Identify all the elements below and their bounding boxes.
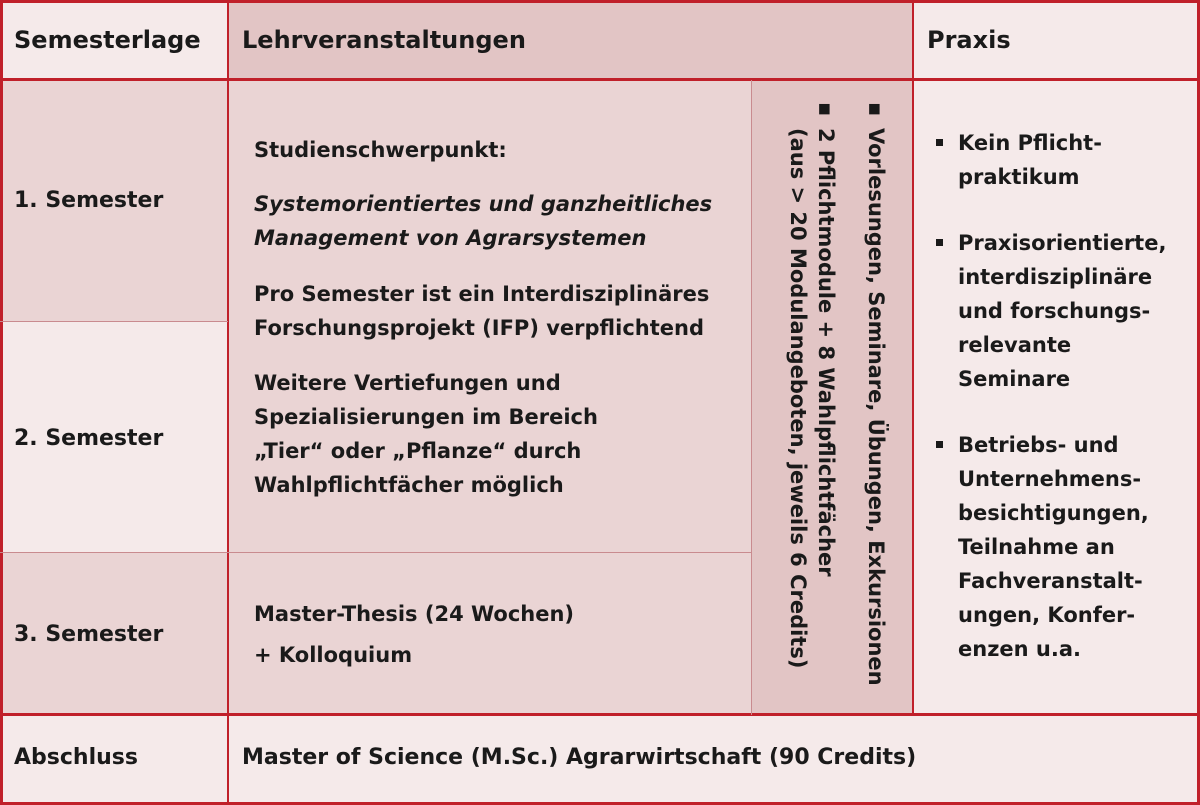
header-cell-semesterlage — [0, 0, 228, 80]
semester-3-label: 3. Semester — [14, 622, 164, 647]
formats-bullet1-row — [862, 102, 890, 686]
footer-value-cell — [228, 715, 1200, 805]
praxis-item-text: Kein Pflicht- praktikum — [958, 131, 1102, 189]
border-header — [0, 78, 1200, 81]
schwerpunkt-line2: Management von Agrarsystemen — [254, 226, 647, 250]
vertiefung-line4: Wahlpflichtfächer möglich — [254, 473, 564, 497]
formats-bullet2-cont: (aus > 20 Modulangeboten, jeweils 6 Credits) — [786, 128, 810, 669]
vertiefung-line3: „Tier“ oder „Pflanze“ durch — [254, 439, 582, 463]
praxis-item-text: Betriebs- und Unternehmens- besichtigungen, Teilnahme an Fachveranstalt- ungen, Konfer- enzen u.a. — [958, 433, 1149, 661]
schwerpunkt-label: Studienschwerpunkt: — [254, 138, 507, 162]
ifp-line1: Pro Semester ist ein Interdisziplinäres — [254, 282, 710, 306]
formats-bullet2: 2 Pflichtmodule + 8 Wahlpflichtfächer — [814, 128, 838, 577]
footer-value: Master of Science (M.Sc.) Agrarwirtschaft (90 Credits) — [242, 745, 917, 770]
formats-rotated-block — [760, 88, 910, 713]
header-semesterlage: Semesterlage — [14, 26, 201, 54]
divider-sem2 — [0, 552, 752, 553]
border-footer — [0, 713, 1200, 716]
vertiefung-line1: Weitere Vertiefungen und — [254, 371, 561, 395]
header-lehrveranstaltungen: Lehrveranstaltungen — [242, 26, 526, 54]
footer-label: Abschluss — [14, 745, 138, 770]
thesis-line1: Master-Thesis (24 Wochen) — [254, 602, 575, 626]
footer-label-cell — [0, 715, 228, 805]
thesis-cell — [228, 553, 752, 715]
semester-3-cell — [0, 553, 228, 715]
praxis-list — [932, 126, 1192, 698]
semester-2-label: 2. Semester — [14, 426, 164, 451]
semester-1-cell — [0, 80, 228, 322]
thesis-line2: + Kolloquium — [254, 643, 413, 667]
vertiefung-line2: Spezialisierungen im Bereich — [254, 405, 598, 429]
praxis-item — [932, 428, 1192, 666]
border-col1 — [227, 0, 229, 805]
bullet-square-icon — [936, 441, 943, 448]
bullet-square-icon — [936, 239, 943, 246]
border-top — [0, 0, 1200, 3]
praxis-item — [932, 226, 1192, 396]
bullet-square-icon: ▪ — [814, 102, 838, 117]
border-col3 — [912, 0, 914, 715]
ifp-line2: Forschungsprojekt (IFP) verpflichtend — [254, 316, 704, 340]
semester-1-label: 1. Semester — [14, 188, 164, 213]
bullet-square-icon: ▪ — [864, 102, 888, 117]
divider-sem1 — [0, 321, 228, 322]
praxis-item — [932, 126, 1192, 194]
border-left — [0, 0, 3, 805]
praxis-item-text: Praxisorientierte, interdisziplinäre und forschungs- relevante Seminare — [958, 231, 1167, 391]
header-cell-praxis — [913, 0, 1200, 80]
bullet-square-icon — [936, 139, 943, 146]
divider-col2 — [751, 80, 752, 715]
header-praxis: Praxis — [927, 26, 1011, 54]
header-cell-lehrveranstaltungen — [228, 0, 913, 80]
formats-bullet1: Vorlesungen, Seminare, Übungen, Exkursionen — [864, 128, 888, 686]
formats-bullet2-row — [812, 102, 840, 577]
schwerpunkt-line1: Systemorientiertes und ganzheitliches — [254, 192, 713, 216]
semester-2-cell — [0, 322, 228, 553]
